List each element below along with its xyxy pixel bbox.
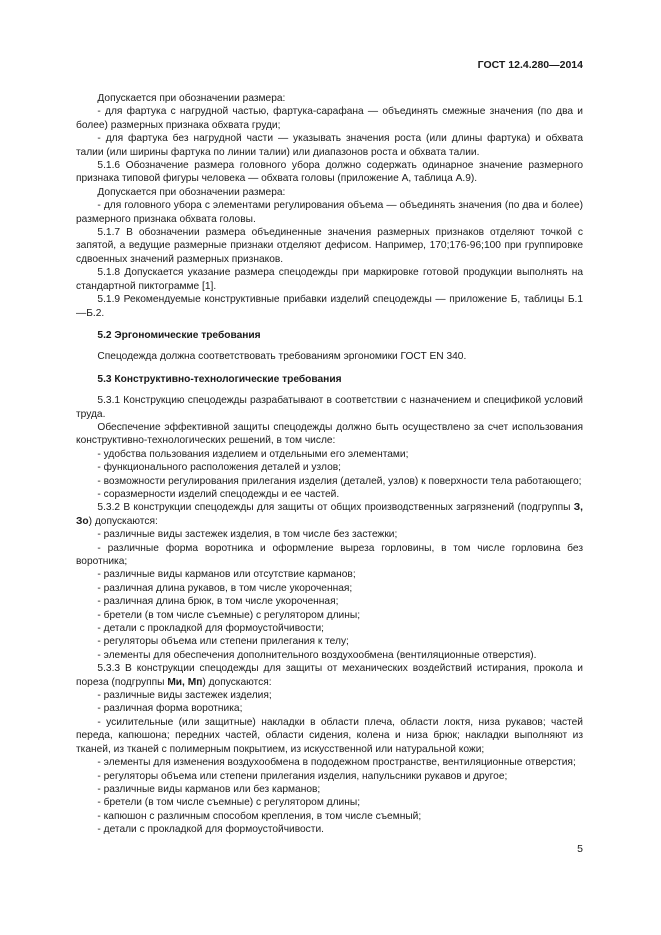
paragraph: - различная длина рукавов, в том числе укороченная; bbox=[97, 582, 353, 594]
paragraph: - регуляторы объема или степени прилегания к телу; bbox=[97, 636, 349, 648]
paragraph: - для фартука с нагрудной частью, фартука-сарафана — объединять смежные значения (по два и более) размерных признака обхвата груди; bbox=[76, 106, 583, 131]
paragraph: - соразмерности изделий спецодежды и ее частей. bbox=[97, 488, 340, 500]
paragraph: - возможности регулирования прилегания изделия (деталей, узлов) к поверхности тела работающего; bbox=[97, 475, 582, 487]
paragraph: Обеспечение эффективной защиты спецодежды должно быть осуществлено за счет использования конструктивно-технологических решений, в том числе: bbox=[76, 421, 583, 447]
paragraph: - бретели (в том числе съемные) с регулятором длины; bbox=[97, 797, 361, 809]
paragraph: - различные виды карманов или отсутствие карманов; bbox=[97, 569, 356, 581]
paragraph: - усилительные (или защитные) накладки в области плеча, области локтя, низа рукавов; частей переда, капюшона; передних частей, области сидения, колена и низа брюк; накладки выполняют из тканей, из тканей с полимерным покрытием, из искусственной или натуральной кожи; bbox=[76, 716, 583, 755]
section-heading: 5.3 Конструктивно-технологические требования bbox=[97, 373, 342, 385]
paragraph: - удобства пользования изделием и отдельными его элементами; bbox=[97, 448, 409, 460]
paragraph: - элементы для изменения воздухообмена в пододежном пространстве, вентиляционные отверстия; bbox=[97, 757, 576, 769]
document-body bbox=[76, 92, 583, 837]
paragraph: - регуляторы объема или степени прилегания изделия, напульсники рукавов и другое; bbox=[97, 770, 508, 782]
paragraph: 5.3.3 В конструкции спецодежды для защиты от механических воздействий истирания, прокола и пореза (подгруппы Ми, Мп) допускаются: bbox=[76, 663, 583, 688]
paragraph: Спецодежда должна соответствовать требованиям эргономики ГОСТ EN 340. bbox=[97, 351, 467, 363]
paragraph: - функционального расположения деталей и узлов; bbox=[97, 462, 341, 474]
paragraph: - для фартука без нагрудной части — указывать значения роста (или длины фартука) и обхвата талии (или ширины фартука по линии талии) или диапазонов роста и обхвата талии. bbox=[76, 133, 583, 158]
paragraph: Допускается при обозначении размера: bbox=[97, 93, 286, 104]
paragraph: - для головного убора с элементами регулирования объема — объединять значения (по два и более) размерного признака обхвата головы. bbox=[76, 200, 583, 225]
paragraph: - детали с прокладкой для формоустойчивости. bbox=[97, 824, 324, 836]
paragraph: - различная длина брюк, в том числе укороченная; bbox=[97, 596, 339, 608]
paragraph: - капюшон с различным способом крепления, в том числе съемный; bbox=[97, 810, 422, 822]
section-heading: 5.2 Эргономические требования bbox=[97, 329, 261, 341]
paragraph: 5.1.9 Рекомендуемые конструктивные прибавки изделий спецодежды — приложение Б, таблицы Б.1—Б.2. bbox=[76, 294, 583, 319]
paragraph: - элементы для обеспечения дополнительного воздухообмена (вентиляционные отверстия). bbox=[97, 649, 537, 661]
paragraph: 5.3.1 Конструкцию спецодежды разрабатывают в соответствии с назначением и спецификой условий труда. bbox=[76, 395, 583, 420]
paragraph: - различные виды застежек изделия, в том числе без застежки; bbox=[97, 529, 398, 541]
document-header-id: ГОСТ 12.4.280—2014 bbox=[477, 59, 583, 71]
paragraph: - бретели (в том числе съемные) с регулятором длины; bbox=[97, 609, 361, 621]
paragraph: - различные виды застежек изделия; bbox=[97, 690, 272, 702]
paragraph: Допускается при обозначении размера: bbox=[97, 186, 286, 198]
paragraph: - детали с прокладкой для формоустойчивости; bbox=[97, 623, 324, 635]
paragraph: - различные форма воротника и оформление выреза горловины, в том числе горловина без воротника; bbox=[76, 542, 583, 567]
paragraph: 5.1.8 Допускается указание размера спецодежды при маркировке готовой продукции выполнять на стандартной пиктограмме [1]. bbox=[76, 267, 583, 292]
paragraph: 5.1.6 Обозначение размера головного убора должно содержать одинарное значение размерного признака типовой фигуры человека — обхвата головы (приложение А, таблица А.9). bbox=[76, 160, 583, 185]
paragraph: 5.1.7 В обозначении размера объединенные значения размерных признаков отделяют точкой с запятой, а ведущие размерные признаки отделяют дефисом. Например, 170;176-96;100 при группировке сдвоенных значений размерных признаков. bbox=[76, 227, 583, 265]
paragraph: - различная форма воротника; bbox=[97, 703, 243, 715]
paragraph: 5.3.2 В конструкции спецодежды для защиты от общих производственных загрязнений (подгруппы З, Зо) допускаются: bbox=[76, 502, 583, 527]
paragraph: - различные виды карманов или без карманов; bbox=[97, 783, 321, 795]
page-number: 5 bbox=[577, 843, 583, 855]
